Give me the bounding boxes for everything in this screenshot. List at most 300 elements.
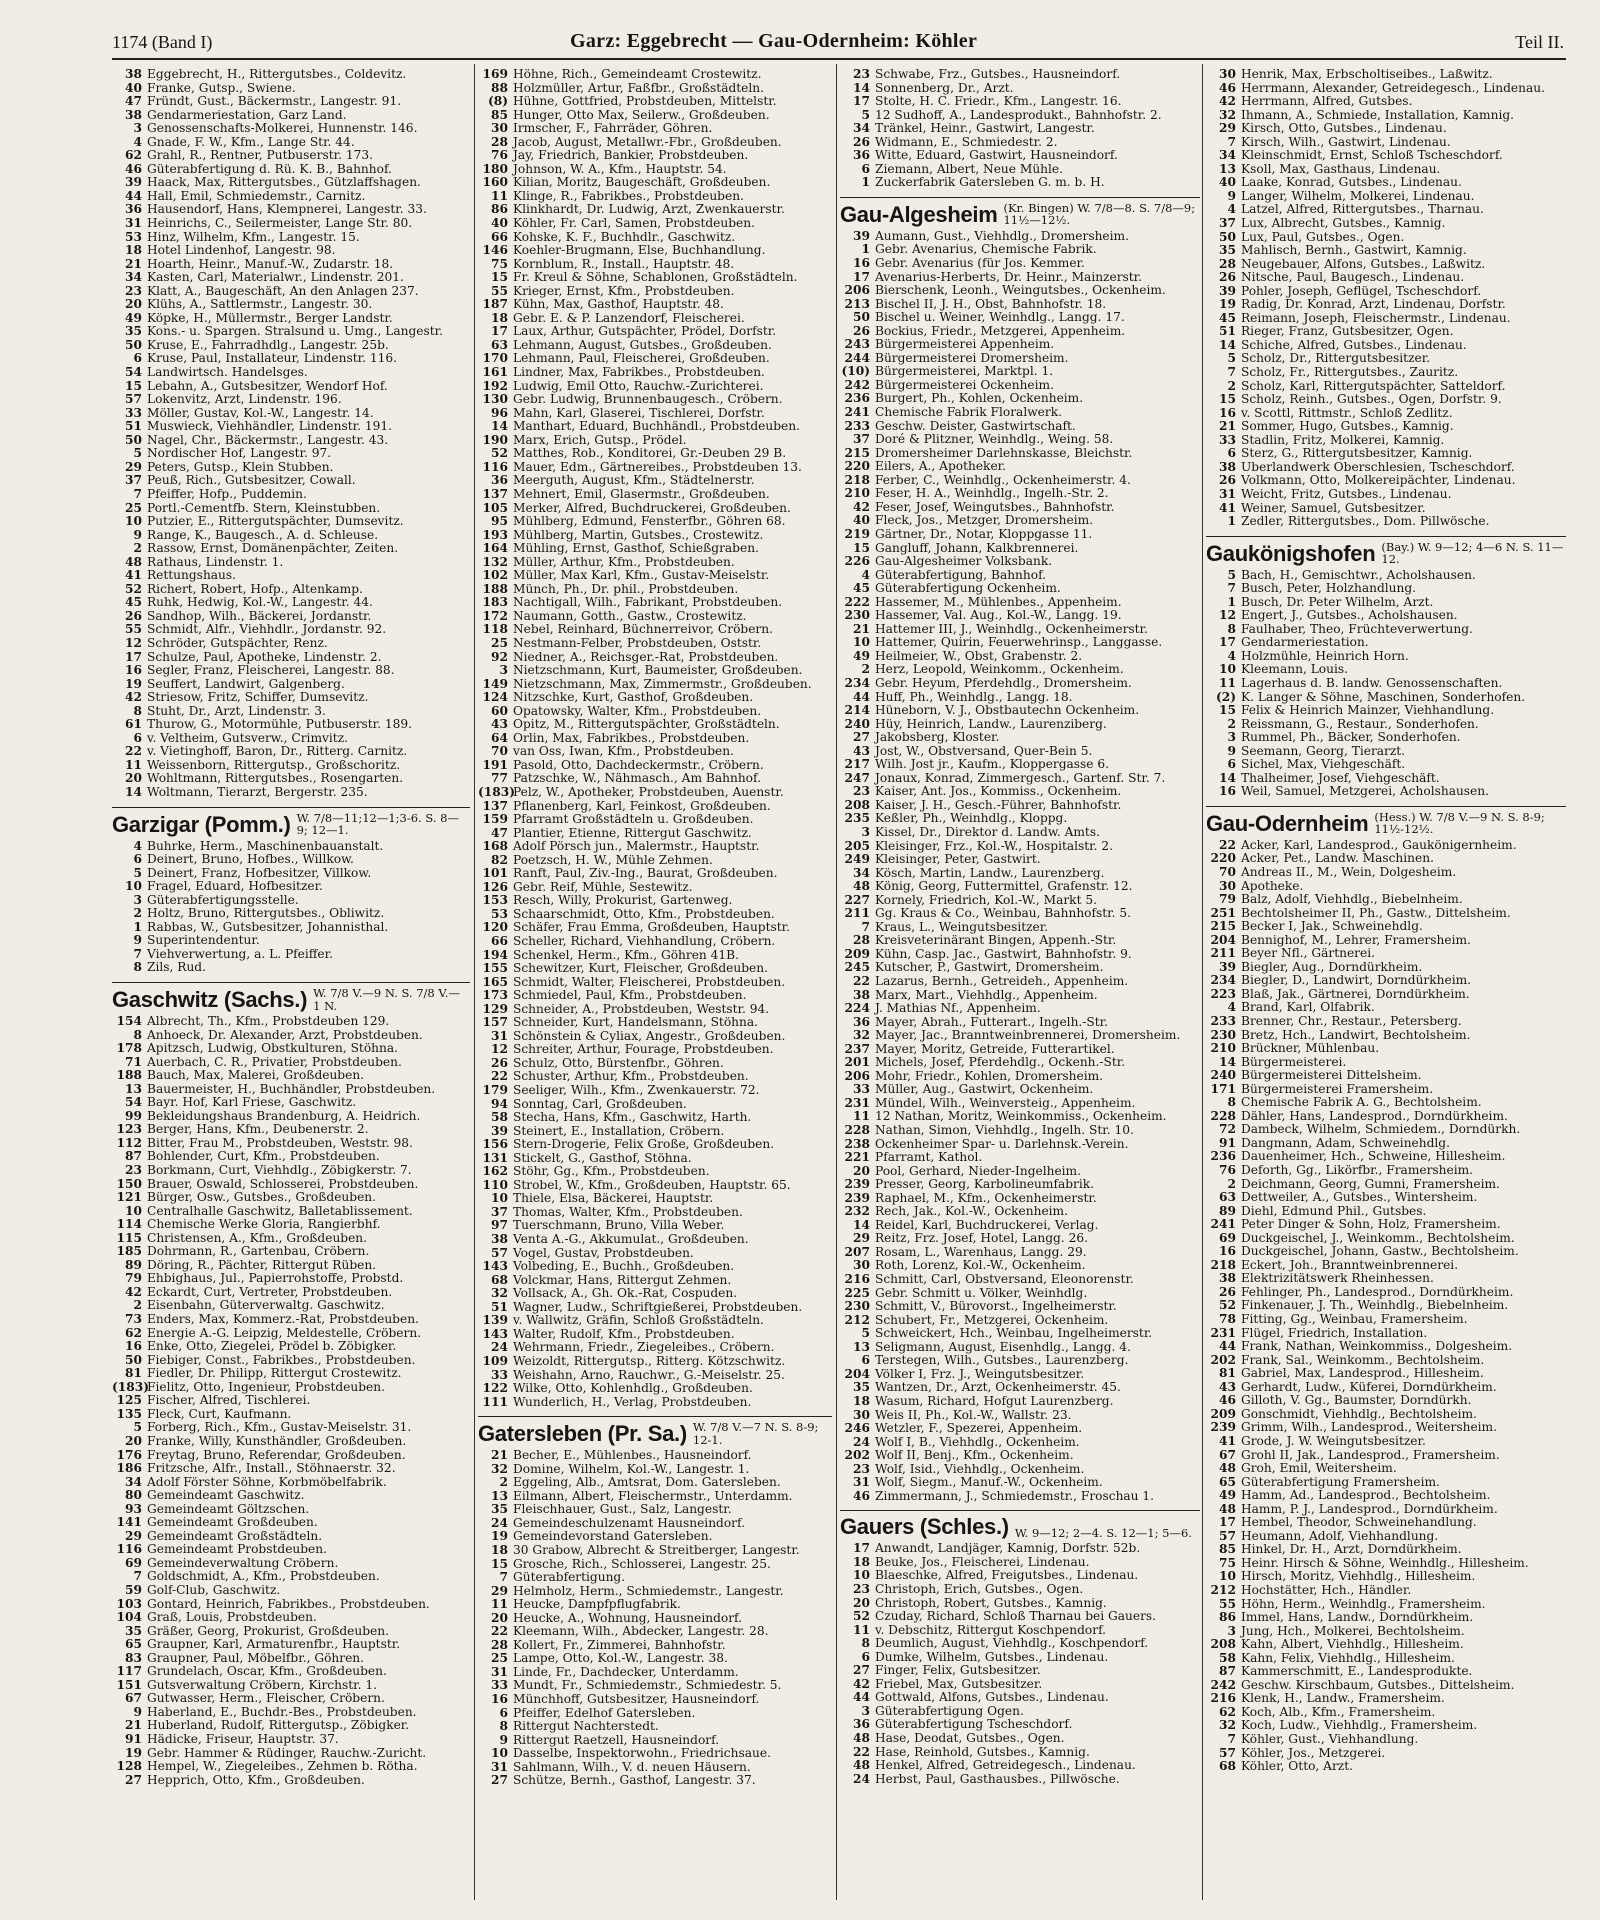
- phone-number: 17: [125, 650, 142, 664]
- subscriber-name: Fründt, Gust., Bäckermstr., Langestr. 91.: [147, 95, 402, 109]
- subscriber-name: Münch, Ph., Dr. phil., Probstdeuben.: [513, 582, 739, 596]
- phone-number: 57: [1219, 1746, 1236, 1760]
- subscriber-name: Hamm, P. J., Landesprod., Dorndürkheim.: [1241, 1502, 1498, 1516]
- directory-entry: [840, 1409, 1200, 1423]
- subscriber-name: Wolf, Isid., Viehhdlg., Ockenheim.: [875, 1462, 1085, 1476]
- subscriber-name: Scholz, Karl, Rittergutspächter, Satteldorf.: [1241, 379, 1506, 393]
- directory-entry: [478, 1558, 832, 1572]
- phone-number: 2: [499, 1476, 508, 1490]
- directory-entry: [840, 230, 1200, 244]
- subscriber-name: Nestmann-Felber, Probstdeuben, Oststr.: [513, 636, 762, 650]
- phone-number: (2): [1215, 690, 1236, 704]
- phone-number: 2: [861, 663, 870, 677]
- subscriber-name: Möller, Gustav, Kol.-W., Langestr. 14.: [147, 406, 374, 420]
- directory-entry: [478, 1463, 832, 1477]
- phone-number: 32: [491, 1287, 508, 1301]
- phone-number: 5: [133, 866, 142, 880]
- subscriber-name: 30 Grabow, Albrecht & Streitberger, Langestr.: [513, 1543, 800, 1557]
- phone-number: 2: [133, 542, 142, 556]
- phone-number: 54: [125, 1096, 142, 1110]
- phone-number: 46: [1219, 1394, 1236, 1408]
- phone-number: 37: [491, 1205, 508, 1219]
- directory-entry: [112, 1029, 470, 1043]
- phone-number: 55: [125, 623, 142, 637]
- directory-entry: [478, 732, 832, 746]
- subscriber-name: Lux, Albrecht, Gutsbes., Kamnig.: [1241, 217, 1446, 231]
- directory-entry: [1206, 1421, 1566, 1435]
- subscriber-name: Enders, Max, Kommerz.-Rat, Probstdeuben.: [147, 1313, 419, 1327]
- phone-number: 57: [125, 393, 142, 407]
- section-heading: [112, 982, 470, 1012]
- directory-entry: [112, 596, 470, 610]
- phone-number: 8: [133, 1028, 142, 1042]
- directory-entry: [112, 1232, 470, 1246]
- subscriber-name: Bohlender, Curt, Kfm., Probstdeuben.: [147, 1150, 380, 1164]
- phone-number: 61: [125, 718, 142, 732]
- subscriber-name: Wolf, Siegm., Manuf.-W., Ockenheim.: [875, 1476, 1103, 1490]
- subscriber-name: v. Vietinghoff, Baron, Dr., Ritterg. Carnitz.: [147, 745, 408, 759]
- subscriber-name: Chemische Fabrik A. G., Bechtolsheim.: [1241, 1096, 1482, 1110]
- phone-number: 150: [116, 1177, 142, 1191]
- phone-number: 218: [1210, 1258, 1236, 1272]
- phone-number: 211: [844, 907, 870, 921]
- phone-number: 4: [861, 568, 870, 582]
- subscriber-name: Laux, Arthur, Gutspächter, Prödel, Dorfstr.: [513, 325, 777, 339]
- phone-number: 49: [125, 311, 142, 325]
- phone-number: 210: [844, 487, 870, 501]
- phone-number: 132: [482, 555, 508, 569]
- phone-number: 137: [482, 799, 508, 813]
- phone-number: 154: [116, 1015, 142, 1028]
- directory-entry: [840, 176, 1200, 190]
- phone-number: 85: [491, 108, 508, 122]
- phone-number: 21: [125, 257, 142, 271]
- subscriber-name: Bürgermeisterei Appenheim.: [875, 338, 1055, 352]
- subscriber-name: Sonntag, Carl, Großdeuben.: [513, 1097, 687, 1111]
- subscriber-name: Hirsch, Moritz, Viehhdlg., Hillesheim.: [1241, 1570, 1476, 1584]
- directory-entry: [1206, 1733, 1566, 1747]
- subscriber-name: Manthart, Eduard, Buchhändl., Probstdeuben.: [513, 420, 800, 434]
- directory-entry: [840, 1314, 1200, 1328]
- subscriber-name: Haberland, E., Buchdr.-Bes., Probstdeuben.: [147, 1705, 417, 1719]
- directory-entry: [840, 1056, 1200, 1070]
- phone-number: 47: [125, 95, 142, 109]
- phone-number: 71: [125, 1055, 142, 1069]
- phone-number: 23: [853, 1582, 870, 1596]
- directory-entry: [840, 1705, 1200, 1719]
- directory-entry: [478, 1030, 832, 1044]
- directory-entry: [478, 962, 832, 976]
- subscriber-name: Kollert, Fr., Zimmerei, Bahnhofstr.: [513, 1638, 726, 1652]
- phone-number: 48: [1219, 1462, 1236, 1476]
- directory-entry: [112, 934, 470, 948]
- subscriber-name: Burgert, Ph., Kohlen, Ockenheim.: [875, 392, 1084, 406]
- directory-entry: [1206, 190, 1566, 204]
- directory-entry: [112, 1056, 470, 1070]
- subscriber-name: Pelz, W., Apotheker, Probstdeuben, Auenstr.: [513, 785, 784, 799]
- phone-number: 224: [844, 1002, 870, 1016]
- phone-number: 244: [844, 351, 870, 365]
- subscriber-name: Gemeindeamt Großstädteln.: [147, 1529, 323, 1543]
- subscriber-name: Opatowsky, Walter, Kfm., Probstdeuben.: [513, 704, 762, 718]
- phone-number: 52: [491, 447, 508, 461]
- directory-entry: [1206, 1083, 1566, 1097]
- subscriber-name: Scholz, Reinh., Gutsbes., Ogen, Dorfstr. 9.: [1241, 393, 1502, 407]
- phone-number: 14: [491, 420, 508, 434]
- subscriber-name: Jakobsberg, Kloster.: [875, 731, 1000, 745]
- subscriber-name: Mahlisch, Bernh., Gastwirt, Kamnig.: [1241, 244, 1467, 258]
- subscriber-name: Kirsch, Wilh., Gastwirt, Lindenau.: [1241, 135, 1451, 149]
- phone-number: 3: [861, 825, 870, 839]
- phone-number: 28: [491, 135, 508, 149]
- phone-number: 15: [1219, 393, 1236, 407]
- directory-entry: [112, 1083, 470, 1097]
- phone-number: 204: [1210, 933, 1236, 947]
- phone-number: 225: [844, 1286, 870, 1300]
- subscriber-name: Becher, E., Mühlenbes., Hausneindorf.: [513, 1449, 752, 1463]
- subscriber-name: Schulze, Paul, Apotheke, Lindenstr. 2.: [147, 650, 382, 664]
- phone-number: 91: [125, 1732, 142, 1746]
- subscriber-name: Orlin, Max, Fabrikbes., Probstdeuben.: [513, 731, 750, 745]
- subscriber-name: Fiebiger, Const., Fabrikbes., Probstdeuben.: [147, 1353, 416, 1367]
- directory-entry: [1206, 1232, 1566, 1246]
- subscriber-name: Graß, Louis, Probstdeuben.: [147, 1611, 317, 1625]
- subscriber-name: Güterabfertigung, Bahnhof.: [875, 568, 1047, 582]
- directory-entry: [112, 718, 470, 732]
- directory-column-2: [478, 68, 832, 1898]
- directory-entry: [1206, 393, 1566, 407]
- phone-number: 40: [1219, 176, 1236, 190]
- phone-number: 36: [853, 1015, 870, 1029]
- subscriber-name: Kösch, Martin, Landw., Laurenzberg.: [875, 866, 1105, 880]
- column-divider: [836, 64, 837, 1900]
- subscriber-name: Bockius, Friedr., Metzgerei, Appenheim.: [875, 324, 1126, 338]
- phone-number: 11: [853, 1623, 870, 1637]
- subscriber-name: Fleck, Jos., Metzger, Dromersheim.: [875, 514, 1094, 528]
- directory-entry: [478, 1396, 832, 1410]
- phone-number: 38: [1219, 1272, 1236, 1286]
- subscriber-name: Köhler, Jos., Metzgerei.: [1241, 1746, 1386, 1760]
- phone-number: 156: [482, 1138, 508, 1152]
- phone-number: 249: [844, 853, 870, 867]
- directory-entry: [112, 1381, 470, 1395]
- subscriber-name: Kammerschmitt, E., Landesprodukte.: [1241, 1665, 1473, 1679]
- directory-entry: [112, 867, 470, 881]
- directory-entry: [840, 785, 1200, 799]
- directory-entry: [1206, 82, 1566, 96]
- directory-entry: [840, 1110, 1200, 1124]
- phone-number: 2: [133, 1299, 142, 1313]
- subscriber-name: Güterabfertigung Framersheim.: [1241, 1475, 1440, 1489]
- phone-number: 5: [1227, 568, 1236, 582]
- phone-number: 10: [491, 1192, 508, 1206]
- subscriber-name: Ockenheimer Spar- u. Darlehnsk.-Verein.: [875, 1137, 1129, 1151]
- subscriber-name: Ihmann, A., Schmiede, Installation, Kamnig.: [1241, 108, 1515, 122]
- subscriber-name: Eggebrecht, H., Rittergutsbes., Coldevitz.: [147, 68, 407, 81]
- subscriber-name: Hassemer, Val. Aug., Kol.-W., Langg. 19.: [875, 609, 1122, 623]
- phone-number: 188: [482, 582, 508, 596]
- directory-entry: [1206, 893, 1566, 907]
- subscriber-name: Feser, H. A., Weinhdlg., Ingelh.-Str. 2.: [875, 487, 1109, 501]
- directory-entry: [840, 1422, 1200, 1436]
- subscriber-name: Heucke, A., Wohnung, Hausneindorf.: [513, 1611, 742, 1625]
- subscriber-name: Dähler, Hans, Landesprod., Dorndürkheim.: [1241, 1109, 1508, 1123]
- directory-entry: [478, 881, 832, 895]
- subscriber-name: Fleck, Curt, Kaufmann.: [147, 1407, 292, 1421]
- directory-entry: [1206, 704, 1566, 718]
- directory-entry: [478, 1314, 832, 1328]
- subscriber-name: Döring, R., Pächter, Rittergut Rüben.: [147, 1258, 377, 1272]
- directory-entry: [478, 935, 832, 949]
- subscriber-name: Ruhk, Hedwig, Kol.-W., Langestr. 44.: [147, 596, 373, 610]
- phone-number: 3: [133, 893, 142, 907]
- subscriber-name: Reissmann, G., Restaur., Sonderhofen.: [1241, 717, 1479, 731]
- directory-entry: [478, 1152, 832, 1166]
- subscriber-name: Rech, Jak., Kol.-W., Ockenheim.: [875, 1205, 1068, 1219]
- phone-number: 3: [1227, 1624, 1236, 1638]
- phone-number: 204: [844, 1367, 870, 1381]
- phone-number: 20: [853, 1164, 870, 1178]
- subscriber-name: Gutsverwaltung Cröbern, Kirchstr. 1.: [147, 1678, 377, 1692]
- phone-number: 14: [125, 785, 142, 799]
- directory-entry: [840, 880, 1200, 894]
- phone-number: 87: [125, 1150, 142, 1164]
- phone-number: 34: [853, 122, 870, 136]
- column-divider: [1202, 64, 1203, 1900]
- directory-entry: [112, 732, 470, 746]
- subscriber-name: Gilloth, V. Gg., Baumster, Dorndürkh.: [1241, 1394, 1472, 1408]
- subscriber-name: Höhne, Rich., Gemeindeamt Crostewitz.: [513, 68, 762, 81]
- phone-number: 173: [482, 989, 508, 1003]
- subscriber-name: Überlandwerk Oberschlesien, Tscheschdorf.: [1241, 460, 1515, 474]
- subscriber-name: Mühlberg, Martin, Gutsbes., Crostewitz.: [513, 528, 764, 542]
- subscriber-name: Schwabe, Frz., Gutsbes., Hausneindorf.: [875, 68, 1121, 81]
- phone-number: 209: [844, 947, 870, 961]
- directory-entry: [478, 1625, 832, 1639]
- phone-number: 75: [1219, 1556, 1236, 1570]
- directory-entry: [112, 298, 470, 312]
- directory-entry: [478, 244, 832, 258]
- subscriber-name: Heinr. Hirsch & Söhne, Weinhdlg., Hillesheim.: [1241, 1556, 1529, 1570]
- directory-entry: [1206, 407, 1566, 421]
- subscriber-name: Hempel, W., Ziegeleibes., Zehmen b. Rötha.: [147, 1760, 418, 1774]
- directory-entry: [840, 82, 1200, 96]
- phone-number: 234: [844, 676, 870, 690]
- directory-entry: [840, 298, 1200, 312]
- subscriber-name: Wolf I, B., Viehhdlg., Ockenheim.: [875, 1435, 1080, 1449]
- directory-entry: [112, 474, 470, 488]
- subscriber-name: Faulhaber, Theo, Früchteverwertung.: [1241, 622, 1473, 636]
- phone-number: 64: [491, 731, 508, 745]
- phone-number: 72: [1219, 1123, 1236, 1137]
- subscriber-name: Schütze, Bernh., Gasthof, Langestr. 37.: [513, 1774, 756, 1788]
- directory-column-3: [840, 68, 1200, 1898]
- directory-entry: [478, 95, 832, 109]
- directory-entry: [478, 474, 832, 488]
- directory-entry: [840, 691, 1200, 705]
- subscriber-name: Thiele, Elsa, Bäckerei, Hauptstr.: [513, 1192, 714, 1206]
- directory-entry: [1206, 1665, 1566, 1679]
- subscriber-name: Kleemann, Wilh., Abdecker, Langestr. 28.: [513, 1625, 769, 1639]
- phone-number: 17: [853, 1542, 870, 1556]
- phone-number: 63: [1219, 1191, 1236, 1205]
- subscriber-name: Bitter, Frau M., Probstdeuben, Weststr. 98.: [147, 1136, 413, 1150]
- phone-number: 46: [125, 162, 142, 176]
- subscriber-name: Richert, Robert, Hofp., Altenkamp.: [147, 582, 363, 596]
- directory-entry: [840, 460, 1200, 474]
- subscriber-name: Hochstätter, Hch., Händler.: [1241, 1583, 1412, 1597]
- subscriber-name: Gemeindeamt Göltzschen.: [147, 1502, 310, 1516]
- phone-number: 20: [125, 298, 142, 312]
- directory-entry: [478, 705, 832, 719]
- directory-entry: [112, 1313, 470, 1327]
- phone-number: 32: [853, 1029, 870, 1043]
- subscriber-name: Anwandt, Landjäger, Kamnig, Dorfstr. 52b.: [875, 1542, 1141, 1556]
- phone-number: 50: [125, 433, 142, 447]
- directory-entry: [1206, 1272, 1566, 1286]
- directory-entry: [1206, 1598, 1566, 1612]
- phone-number: 15: [491, 1557, 508, 1571]
- directory-entry: [840, 487, 1200, 501]
- phone-number: 129: [482, 1002, 508, 1016]
- subscriber-name: Plantier, Etienne, Rittergut Gaschwitz.: [513, 826, 752, 840]
- directory-entry: [478, 82, 832, 96]
- directory-entry: [478, 109, 832, 123]
- directory-entry: [1206, 582, 1566, 596]
- directory-entry: [478, 1544, 832, 1558]
- directory-entry: [840, 1287, 1200, 1301]
- directory-entry: [478, 569, 832, 583]
- phone-number: 23: [853, 1462, 870, 1476]
- directory-entry: [840, 1678, 1200, 1692]
- directory-entry: [478, 1707, 832, 1721]
- directory-entry: [112, 1760, 470, 1774]
- subscriber-name: Johnson, W. A., Kfm., Hauptstr. 54.: [513, 162, 727, 176]
- subscriber-name: Rassow, Ernst, Domänenpächter, Zeiten.: [147, 542, 399, 556]
- phone-number: 7: [1227, 135, 1236, 149]
- directory-entry: [478, 1693, 832, 1707]
- subscriber-name: Grosche, Rich., Schlosserei, Langestr. 25.: [513, 1557, 771, 1571]
- phone-number: 6: [133, 853, 142, 867]
- subscriber-name: Reidel, Karl, Buchdruckerei, Verlag.: [875, 1218, 1099, 1232]
- subscriber-name: Holzmühle, Heinrich Horn.: [1241, 649, 1409, 663]
- subscriber-name: Schubert, Fr., Metzgerei, Ockenheim.: [875, 1313, 1109, 1327]
- phone-number: 67: [125, 1692, 142, 1706]
- subscriber-name: Friebel, Max, Gutsbesitzer.: [875, 1677, 1043, 1691]
- directory-entry: [112, 556, 470, 570]
- phone-number: 32: [491, 1462, 508, 1476]
- phone-number: 201: [844, 1056, 870, 1070]
- subscriber-name: Schaarschmidt, Otto, Kfm., Probstdeuben.: [513, 907, 775, 921]
- directory-entry: [478, 651, 832, 665]
- subscriber-name: Hase, Reinhold, Gutsbes., Kamnig.: [875, 1745, 1090, 1759]
- directory-entry: [840, 907, 1200, 921]
- subscriber-name: Rabbas, W., Gutsbesitzer, Johannisthal.: [147, 920, 389, 934]
- phone-number: 35: [125, 1624, 142, 1638]
- subscriber-name: Matthes, Rob., Konditorei, Gr.-Deuben 29 B.: [513, 447, 787, 461]
- directory-entry: [478, 759, 832, 773]
- directory-entry: [1206, 880, 1566, 894]
- subscriber-name: Mayer, Jac., Branntweinbrennerei, Dromersheim.: [875, 1029, 1181, 1043]
- phone-number: 240: [844, 717, 870, 731]
- subscriber-name: Dauenheimer, Hch., Schweine, Hillesheim.: [1241, 1150, 1506, 1164]
- phone-number: 128: [116, 1760, 142, 1774]
- subscriber-name: Gemeindevorstand Gatersleben.: [513, 1530, 713, 1544]
- phone-number: 3: [861, 1704, 870, 1718]
- phone-number: 16: [125, 1340, 142, 1354]
- directory-entry: [112, 961, 470, 975]
- directory-entry: [840, 338, 1200, 352]
- phone-number: 50: [853, 311, 870, 325]
- directory-entry: [112, 1340, 470, 1354]
- subscriber-name: Eilmann, Albert, Fleischermstr., Unterdamm.: [513, 1489, 793, 1503]
- directory-entry: [478, 1585, 832, 1599]
- phone-number: 230: [844, 609, 870, 623]
- directory-entry: [1206, 947, 1566, 961]
- phone-number: 234: [1210, 974, 1236, 988]
- directory-entry: [840, 1597, 1200, 1611]
- subscriber-name: Schmitt, Carl, Obstversand, Eleonorenstr.: [875, 1273, 1134, 1287]
- phone-number: 73: [125, 1313, 142, 1327]
- phone-number: (10): [841, 365, 870, 379]
- phone-number: 210: [1210, 1042, 1236, 1056]
- phone-number: 116: [116, 1543, 142, 1557]
- subscriber-name: Michels, Josef, Pferdehdlg., Ockenh.-Str.: [875, 1056, 1126, 1070]
- directory-entry: [112, 190, 470, 204]
- subscriber-name: Wilke, Otto, Kohlenhdlg., Großdeuben.: [513, 1382, 753, 1396]
- phone-number: 25: [125, 501, 142, 515]
- phone-number: 17: [853, 95, 870, 109]
- directory-entry: [840, 663, 1200, 677]
- phone-number: 194: [482, 948, 508, 962]
- subscriber-name: Presser, Georg, Karbolineumfabrik.: [875, 1178, 1095, 1192]
- subscriber-name: Klinge, R., Fabrikbes., Probstdeuben.: [513, 189, 744, 203]
- phone-number: 51: [1219, 325, 1236, 339]
- phone-number: 151: [116, 1678, 142, 1692]
- phone-number: 230: [1210, 1028, 1236, 1042]
- phone-number: 6: [861, 1650, 870, 1664]
- phone-number: 17: [491, 325, 508, 339]
- directory-entry: [840, 474, 1200, 488]
- subscriber-name: Bürger, Osw., Gutsbes., Großdeuben.: [147, 1191, 377, 1205]
- directory-entry: [840, 1043, 1200, 1057]
- subscriber-name: Chemische Werke Gloria, Rangierbhf.: [147, 1218, 381, 1232]
- directory-entry: [478, 190, 832, 204]
- phone-number: 208: [1210, 1638, 1236, 1652]
- phone-number: 24: [491, 1341, 508, 1355]
- subscriber-name: Pool, Gerhard, Nieder-Ingelheim.: [875, 1164, 1081, 1178]
- subscriber-name: Stuht, Dr., Arzt, Lindenstr. 3.: [147, 704, 326, 718]
- subscriber-name: Berger, Hans, Kfm., Deubenerstr. 2.: [147, 1123, 369, 1137]
- directory-entry: [478, 827, 832, 841]
- subscriber-name: Opitz, M., Rittergutspächter, Großstädteln.: [513, 718, 780, 732]
- directory-entry: [1206, 217, 1566, 231]
- directory-entry: [112, 1394, 470, 1408]
- directory-entry: [1206, 1110, 1566, 1124]
- subscriber-name: Gräßer, Georg, Prokurist, Großdeuben.: [147, 1624, 389, 1638]
- subscriber-name: Hunger, Otto Max, Seilerw., Großdeuben.: [513, 108, 770, 122]
- phone-number: 233: [1210, 1015, 1236, 1028]
- directory-entry: [112, 1489, 470, 1503]
- directory-entry: [478, 678, 832, 692]
- section-heading: [1206, 806, 1566, 836]
- directory-entry: [478, 921, 832, 935]
- phone-number: 41: [1219, 501, 1236, 515]
- subscriber-name: Anhoeck, Dr. Alexander, Arzt, Probstdeuben.: [147, 1028, 423, 1042]
- directory-entry: [840, 365, 1200, 379]
- phone-number: 25: [491, 636, 508, 650]
- directory-entry: [112, 325, 470, 339]
